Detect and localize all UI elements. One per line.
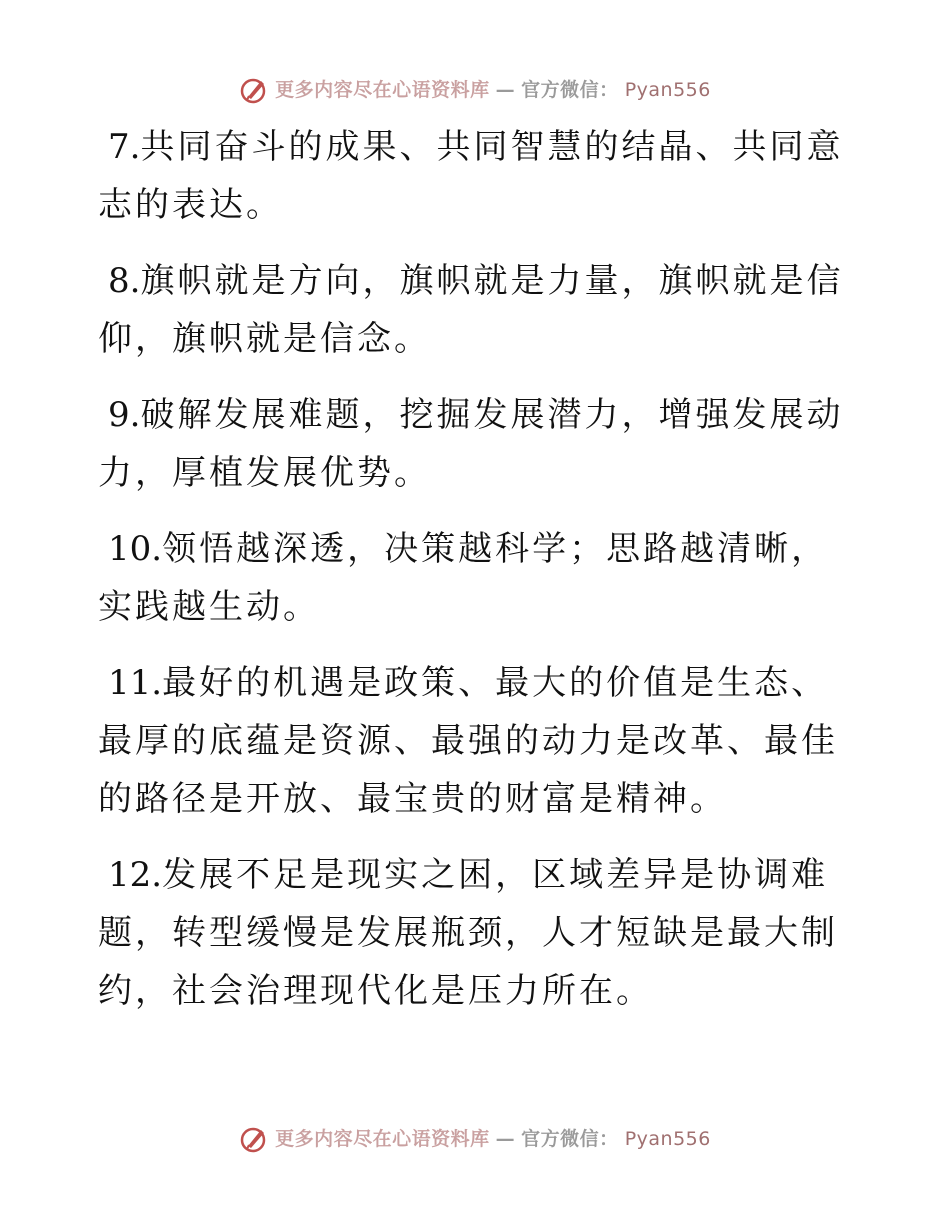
- list-item-11: [98, 654, 858, 828]
- watermark-side-text: 官方微信：: [521, 79, 619, 101]
- list-item-12: [98, 846, 858, 1020]
- item-number: 12.: [108, 855, 163, 895]
- watermark-handle: Pyan556: [624, 79, 711, 101]
- quill-pen-seal-icon: [239, 1124, 269, 1154]
- watermark-side-text: 官方微信：: [521, 1128, 619, 1150]
- item-text: 共同奋斗的成果、共同智慧的结晶、共同意志的表达。: [98, 127, 844, 225]
- item-text: 发展不足是现实之困，区域差异是协调难题，转型缓慢是发展瓶颈，人才短缺是最大制约，社会治理现代化是压力所在。: [98, 855, 838, 1011]
- watermark-main-text: 更多内容尽在心语资料库: [275, 1128, 490, 1150]
- watermark-dash: —: [495, 1128, 516, 1150]
- item-number: 7.: [108, 127, 141, 167]
- document-body: [98, 118, 858, 1038]
- list-item-9: [98, 386, 858, 502]
- item-text: 破解发展难题，挖掘发展潜力，增强发展动力，厚植发展优势。: [98, 395, 844, 493]
- header-watermark: [0, 75, 950, 105]
- item-text: 旗帜就是方向，旗帜就是力量，旗帜就是信仰，旗帜就是信念。: [98, 261, 844, 359]
- watermark-dash: —: [495, 79, 516, 101]
- footer-watermark: [0, 1124, 950, 1154]
- list-item-8: [98, 252, 858, 368]
- item-text: 领悟越深透，决策越科学；思路越清晰，实践越生动。: [98, 529, 829, 627]
- watermark-handle: Pyan556: [624, 1128, 711, 1150]
- quill-pen-seal-icon: [239, 75, 269, 105]
- item-number: 8.: [108, 261, 141, 301]
- item-text: 最好的机遇是政策、最大的价值是生态、最厚的底蕴是资源、最强的动力是改革、最佳的路径是开放、最宝贵的财富是精神。: [98, 663, 838, 819]
- list-item-10: [98, 520, 858, 636]
- list-item-7: [98, 118, 858, 234]
- watermark-main-text: 更多内容尽在心语资料库: [275, 79, 490, 101]
- item-number: 9.: [108, 395, 141, 435]
- item-number: 11.: [108, 663, 163, 703]
- item-number: 10.: [108, 529, 163, 569]
